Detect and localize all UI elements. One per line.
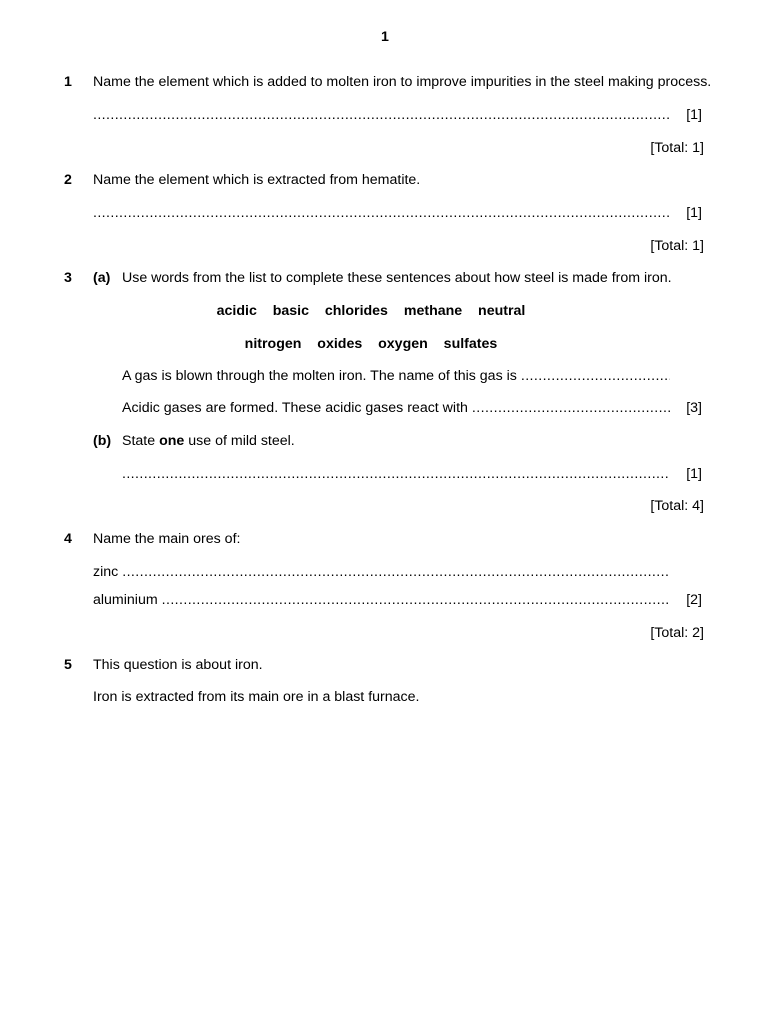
question-3a-sentence-2 <box>122 401 670 415</box>
question-3-total: [Total: 4] <box>650 498 704 514</box>
question-3a-label: (a) <box>93 270 111 286</box>
question-1-number: 1 <box>64 74 72 90</box>
aluminium-row <box>93 593 670 607</box>
word-list-line-1: acidic basic chlorides methane neutral <box>216 303 526 319</box>
question-5-number: 5 <box>64 657 72 673</box>
question-2-total: [Total: 1] <box>650 238 704 254</box>
question-1-text: Name the element which is added to molten iron to improve impurities in the steel making process. <box>93 74 712 90</box>
question-3b-text-pre: State <box>122 433 156 449</box>
question-4-number: 4 <box>64 531 72 547</box>
question-1-mark: [1] <box>686 107 702 123</box>
question-5-line-2: Iron is extracted from its main ore in a blast furnace. <box>93 689 420 705</box>
sentence-1-text: A gas is blown through the molten iron. The name of this gas is <box>122 368 517 384</box>
question-2-number: 2 <box>64 172 72 188</box>
question-4-mark: [2] <box>686 592 702 608</box>
question-3a-mark: [3] <box>686 400 702 416</box>
question-3b-mark: [1] <box>686 466 702 482</box>
question-3b-label: (b) <box>93 433 112 449</box>
question-3b-text-bold: one <box>159 433 185 449</box>
question-1-total: [Total: 1] <box>650 140 704 156</box>
zinc-label: zinc <box>93 564 119 580</box>
aluminium-label: aluminium <box>93 592 158 608</box>
question-4-text: Name the main ores of: <box>93 531 241 547</box>
question-3a-sentence-1 <box>122 369 670 383</box>
question-3b-text-post: use of mild steel. <box>188 433 295 449</box>
question-3b-answer-line[interactable] <box>122 467 670 481</box>
zinc-answer-line[interactable] <box>122 565 670 579</box>
sentence-2-answer-line[interactable] <box>472 401 670 415</box>
sentence-1-answer-line[interactable] <box>521 369 670 383</box>
aluminium-answer-line[interactable] <box>162 593 670 607</box>
zinc-row <box>93 565 670 579</box>
question-3b-text <box>122 434 295 448</box>
page-number: 1 <box>381 29 389 45</box>
question-2-answer-line[interactable] <box>93 206 670 220</box>
word-list-line-2: nitrogen oxides oxygen sulfates <box>244 336 498 352</box>
question-3a-text: Use words from the list to complete these sentences about how steel is made from iron. <box>122 270 672 286</box>
question-1-answer-line[interactable] <box>93 108 670 122</box>
question-4-total: [Total: 2] <box>650 625 704 641</box>
question-3-number: 3 <box>64 270 72 286</box>
question-5-line-1: This question is about iron. <box>93 657 263 673</box>
question-2-mark: [1] <box>686 205 702 221</box>
question-2-text: Name the element which is extracted from hematite. <box>93 172 421 188</box>
sentence-2-text: Acidic gases are formed. These acidic gases react with <box>122 400 468 416</box>
